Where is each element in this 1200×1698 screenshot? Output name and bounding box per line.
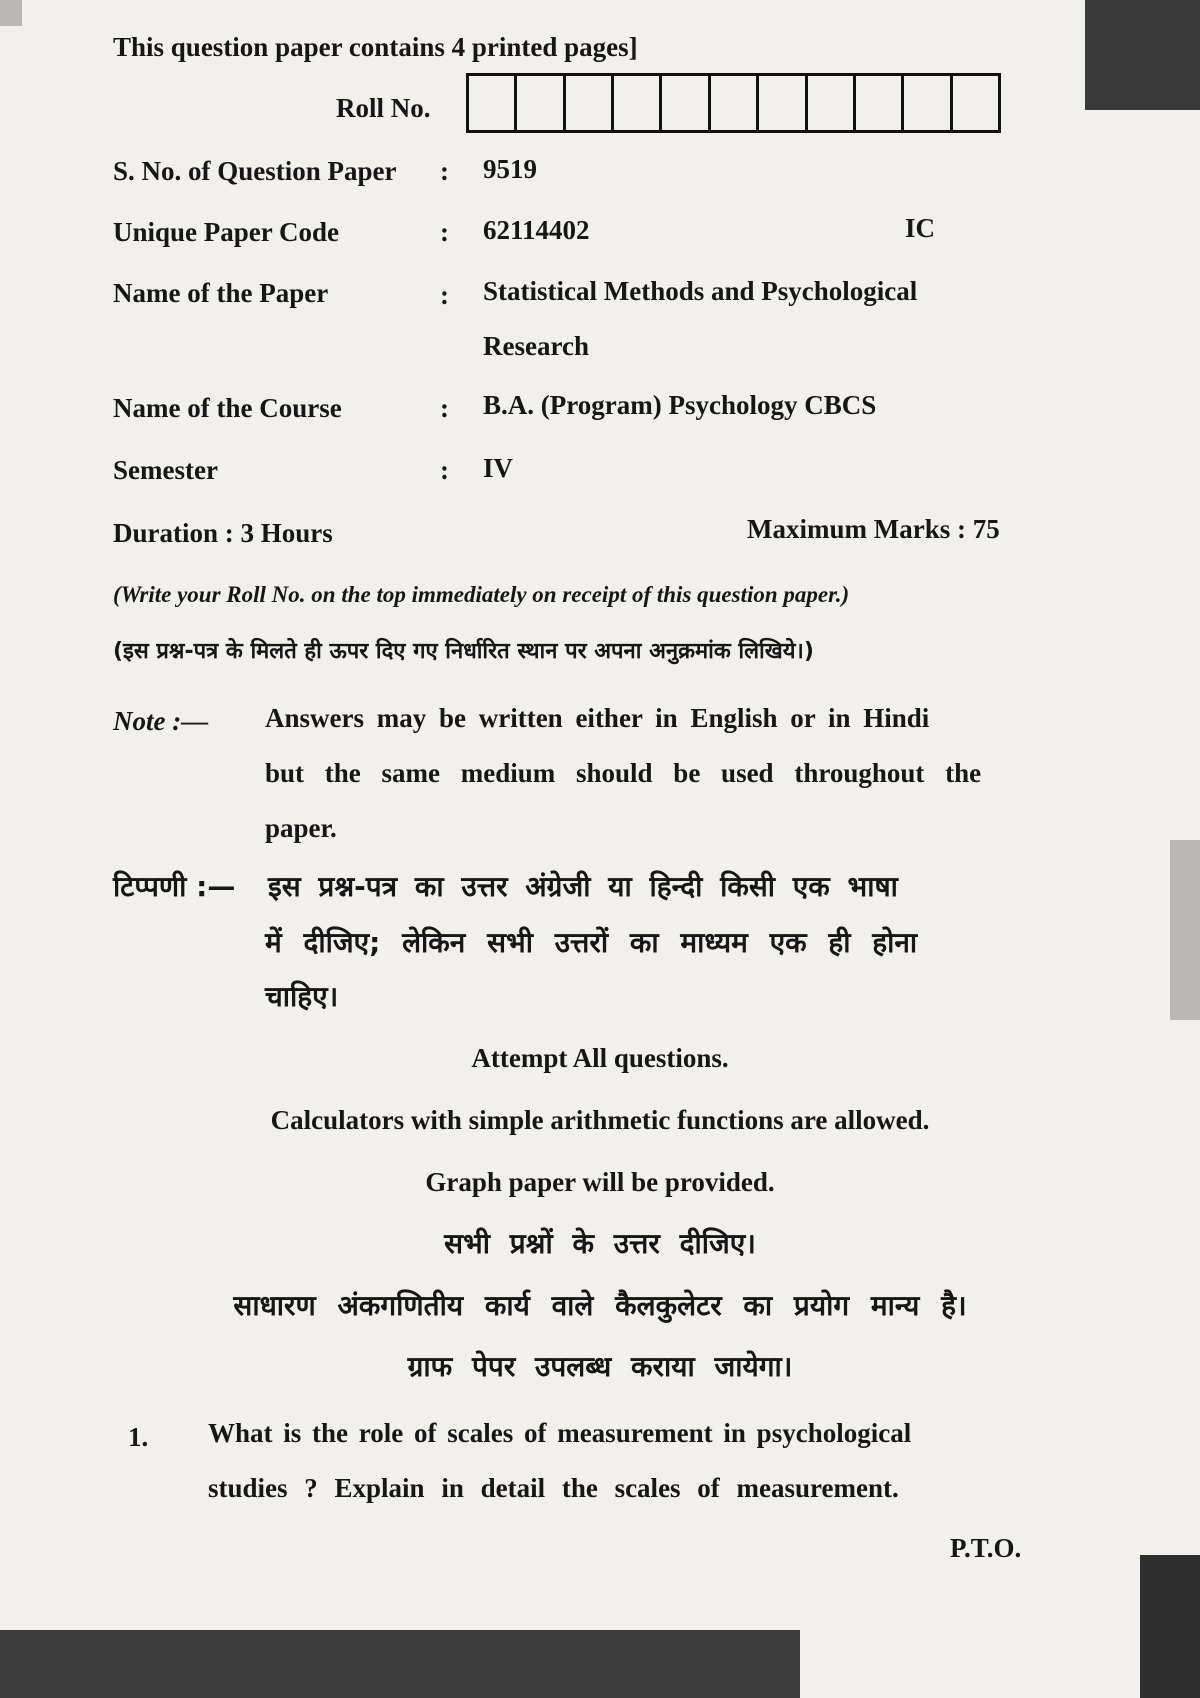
note-label: Note :— [113,706,209,736]
serial-number-label: S. No. of Question Paper [113,156,397,186]
roll-number-digit-box[interactable] [759,76,807,130]
paper-code-suffix: IC [905,213,936,243]
attempt-all-instruction: Attempt All questions. [471,1043,729,1073]
calculator-instruction: Calculators with simple arithmetic functions are allowed. [270,1105,930,1135]
roll-instruction-hindi: (इस प्रश्न-पत्र के मिलते ही ऊपर दिए गए निर्धारित स्थान पर अपना अनुक्रमांक लिखिये।) [113,639,814,664]
scan-artifact-right-edge [1170,840,1200,1020]
hindi-note-line-3: चाहिए। [265,980,339,1013]
roll-number-digit-box[interactable] [517,76,565,130]
paper-name-label: Name of the Paper [113,278,329,308]
pages-note: This question paper contains 4 printed pages] [113,32,638,62]
roll-number-boxes[interactable] [466,73,1001,133]
maximum-marks: Maximum Marks : 75 [747,514,1000,544]
hindi-note-label: टिप्पणी :— [113,870,236,903]
hindi-note-line-1: इस प्रश्न-पत्र का उत्तर अंग्रेजी या हिन्दी किसी एक भाषा [268,870,898,903]
roll-number-label: Roll No. [336,93,431,123]
scan-artifact-bottom-left [0,1630,800,1698]
paper-name-colon: : [440,280,449,310]
semester-value: IV [483,453,514,483]
roll-number-digit-box[interactable] [566,76,614,130]
roll-number-digit-box[interactable] [904,76,952,130]
hindi-note-line-2: में दीजिए; लेकिन सभी उत्तरों का माध्यम एक ही होना [265,926,918,959]
graph-paper-instruction: Graph paper will be provided. [425,1167,775,1197]
duration: Duration : 3 Hours [113,518,333,548]
scan-artifact-bottom-right [1140,1555,1200,1698]
roll-number-digit-box[interactable] [469,76,517,130]
note-line-3: paper. [265,813,337,843]
paper-name-value-line1: Statistical Methods and Psychological [483,276,918,306]
roll-number-digit-box[interactable] [662,76,710,130]
roll-number-digit-box[interactable] [856,76,904,130]
course-name-label: Name of the Course [113,393,342,423]
serial-number-value: 9519 [483,154,537,184]
question-text-line-2: studies ? Explain in detail the scales of measurement. [208,1473,899,1503]
question-text-line-1: What is the role of scales of measurement in psychological [208,1418,912,1448]
paper-code-value: 62114402 [483,215,590,245]
semester-colon: : [440,455,449,485]
serial-number-colon: : [440,156,449,186]
paper-name-value-line2: Research [483,331,589,361]
note-line-2: but the same medium should be used throughout the [265,758,982,788]
note-line-1: Answers may be written either in English or in Hindi [265,703,930,733]
scan-artifact-top-left [0,0,22,26]
roll-number-digit-box[interactable] [953,76,998,130]
calculator-instruction-hindi: साधारण अंकगणितीय कार्य वाले कैलकुलेटर का प्रयोग मान्य है। [233,1289,967,1322]
attempt-all-instruction-hindi: सभी प्रश्नों के उत्तर दीजिए। [444,1227,756,1260]
course-name-colon: : [440,393,449,423]
roll-number-digit-box[interactable] [614,76,662,130]
question-number: 1. [128,1422,149,1452]
roll-number-digit-box[interactable] [711,76,759,130]
course-name-value: B.A. (Program) Psychology CBCS [483,390,877,420]
paper-code-colon: : [440,217,449,247]
scan-artifact-top-right [1085,0,1200,110]
graph-paper-instruction-hindi: ग्राफ पेपर उपलब्ध कराया जायेगा। [407,1350,793,1383]
roll-number-digit-box[interactable] [808,76,856,130]
please-turn-over: P.T.O. [950,1533,1022,1563]
paper-code-label: Unique Paper Code [113,217,340,247]
semester-label: Semester [113,455,218,485]
roll-instruction-english: (Write your Roll No. on the top immediately on receipt of this question paper.) [113,582,850,607]
